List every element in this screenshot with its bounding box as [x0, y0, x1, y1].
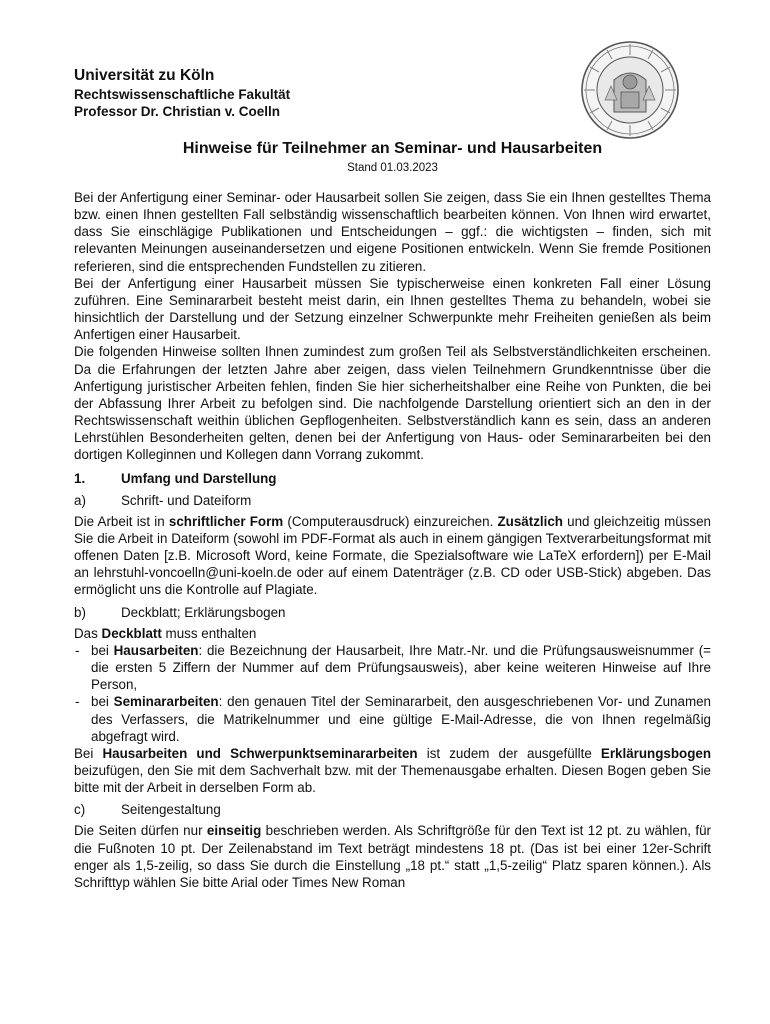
list-item: - bei Hausarbeiten: die Bezeichnung der Hausarbeit, Ihre Matr.-Nr. und die Prüfungsausweisnummer (= die ersten 5 Ziffern der Nummer auf dem Prüfungsausweis), aber keine weiteren Hinweise auf Ihre Person, — [75, 642, 711, 693]
university-seal-icon — [580, 40, 680, 140]
subsection-heading-c — [74, 801, 711, 818]
paragraph-deckblatt-lead: Das Deckblatt muss enthalten — [74, 625, 257, 641]
section-heading-1 — [74, 470, 711, 487]
subsection-title: Seitengestaltung — [121, 802, 221, 818]
deckblatt-list — [74, 642, 711, 745]
intro-paragraph-1: Bei der Anfertigung einer Seminar- oder Hausarbeit sollen Sie zeigen, dass Sie ein Ihnen gestelltes Thema bzw. einen Ihnen gestellten Fall selbständig wissenschaftlich bearbeiten können. Von Ihnen wird erwartet, dass Sie einschlägige Publikationen und Entscheidungen – ggf.: die wichtigsten – finden, sich mit relevanten Meinungen auseinandersetzen und eigene Positionen entwickeln. Wenn Sie fremde Positionen referieren, sind die entsprechenden Fundstellen zu zitieren. — [74, 190, 711, 274]
intro-paragraph-3: Die folgenden Hinweise sollten Ihnen zumindest zum großen Teil als Selbstverständlichkeiten erscheinen. Da die Erfahrungen der letzten Jahre aber zeigen, dass vielen Teilnehmern Grundkenntnisse über die Anfertigung juristischer Arbeiten fehlen, finden Sie hier sicherheitshalber eine Reihe von Punkten, die bei der Abfassung Ihrer Arbeit zu befolgen sind. Die nachfolgende Darstellung orientiert sich an den in der Rechtswissenschaft weithin üblichen Gepflogenheiten. Selbstverständlich kann es sein, dass an anderen Lehrstühlen Besonderheiten gelten, denen bei der Anfertigung von Haus- oder Seminararbeiten bei den dortigen Kolleginnen und Kollegen dann Vorrang zukommt. — [74, 344, 711, 463]
paragraph-schriftform: Die Arbeit ist in schriftlicher Form (Computerausdruck) einzureichen. Zusätzlich und gleichzeitig müssen Sie die Arbeit in Dateiform (sowohl im PDF-Format als auch in einem gängigen Textverarbeitungsformat mit offenen Daten [z.B. Microsoft Word, keine Formate, die Spezialsoftware wie LaTeX erfordern]) per E-Mail an lehrstuhl-voncoelln@uni-koeln.de oder auf einem Datenträger (z.B. CD oder USB-Stick) abgeben. Das ermöglicht uns die Kontrolle auf Plagiate. — [74, 513, 712, 598]
subsection-label: c) — [74, 802, 86, 818]
university-name: Universität zu Köln — [74, 67, 215, 84]
letterhead — [74, 66, 290, 120]
paragraph-seitengestaltung: Die Seiten dürfen nur einseitig beschrieben werden. Als Schriftgröße für den Text ist 12 pt. zu wählen, für die Fußnoten 10 pt. Der Zeilenabstand im Text beträgt mindestens 18 pt. (Das ist bei einer 12er-Schrift enger als 1,5-zeilig, so dass Sie durch die Einstellung „18 pt.“ statt „1,5-zeilig“ Platz sparen können.). Als Schrifttyp wählen Sie bitte Arial oder Times New Roman — [74, 823, 711, 890]
subsection-label: a) — [74, 492, 86, 508]
intro-paragraph-2: Bei der Anfertigung einer Hausarbeit müssen Sie typischerweise einen konkreten Fall einer Lösung zuführen. Eine Seminararbeit besteht meist darin, ein Ihnen gestelltes Thema zu behandeln, wobei sie hinsichtlich der Darstellung und der Setzung einzelner Schwerpunkte mehr Freiheiten genießen als beim Anfertigen einer Hausarbeit. — [74, 275, 711, 343]
document-title: Hinweise für Teilnehmer an Seminar- und Hausarbeiten — [182, 140, 603, 157]
subsection-label: b) — [74, 604, 86, 620]
document-body — [74, 189, 711, 891]
professor-name: Professor Dr. Christian v. Coelln — [74, 104, 281, 119]
section-title: Umfang und Darstellung — [121, 470, 277, 486]
subsection-heading-b — [74, 604, 711, 621]
document-date: Stand 01.03.2023 — [347, 162, 438, 174]
subsection-title: Deckblatt; Erklärungsbogen — [121, 604, 286, 620]
subsection-title: Schrift- und Dateiform — [121, 492, 252, 508]
subsection-heading-a — [74, 492, 711, 509]
section-number: 1. — [74, 470, 86, 486]
faculty-name: Rechtswissenschaftliche Fakultät — [74, 87, 291, 102]
paragraph-erklaerungsbogen: Bei Hausarbeiten und Schwerpunktseminararbeiten ist zudem der ausgefüllte Erklärungsbogen beizufügen, den Sie mit dem Sachverhalt bzw. mit der Themenausgabe erhalten. Diesen Bogen geben Sie bitte mit der Arbeit in derselben Form ab. — [74, 745, 712, 796]
list-item: - bei Seminararbeiten: den genauen Titel der Seminararbeit, den ausgeschriebenen Vor- und Zunamen des Verfassers, die Matrikelnummer und eine gültige E-Mail-Adresse, die von Ihnen regelmäßig abgefragt wird. — [75, 694, 711, 744]
